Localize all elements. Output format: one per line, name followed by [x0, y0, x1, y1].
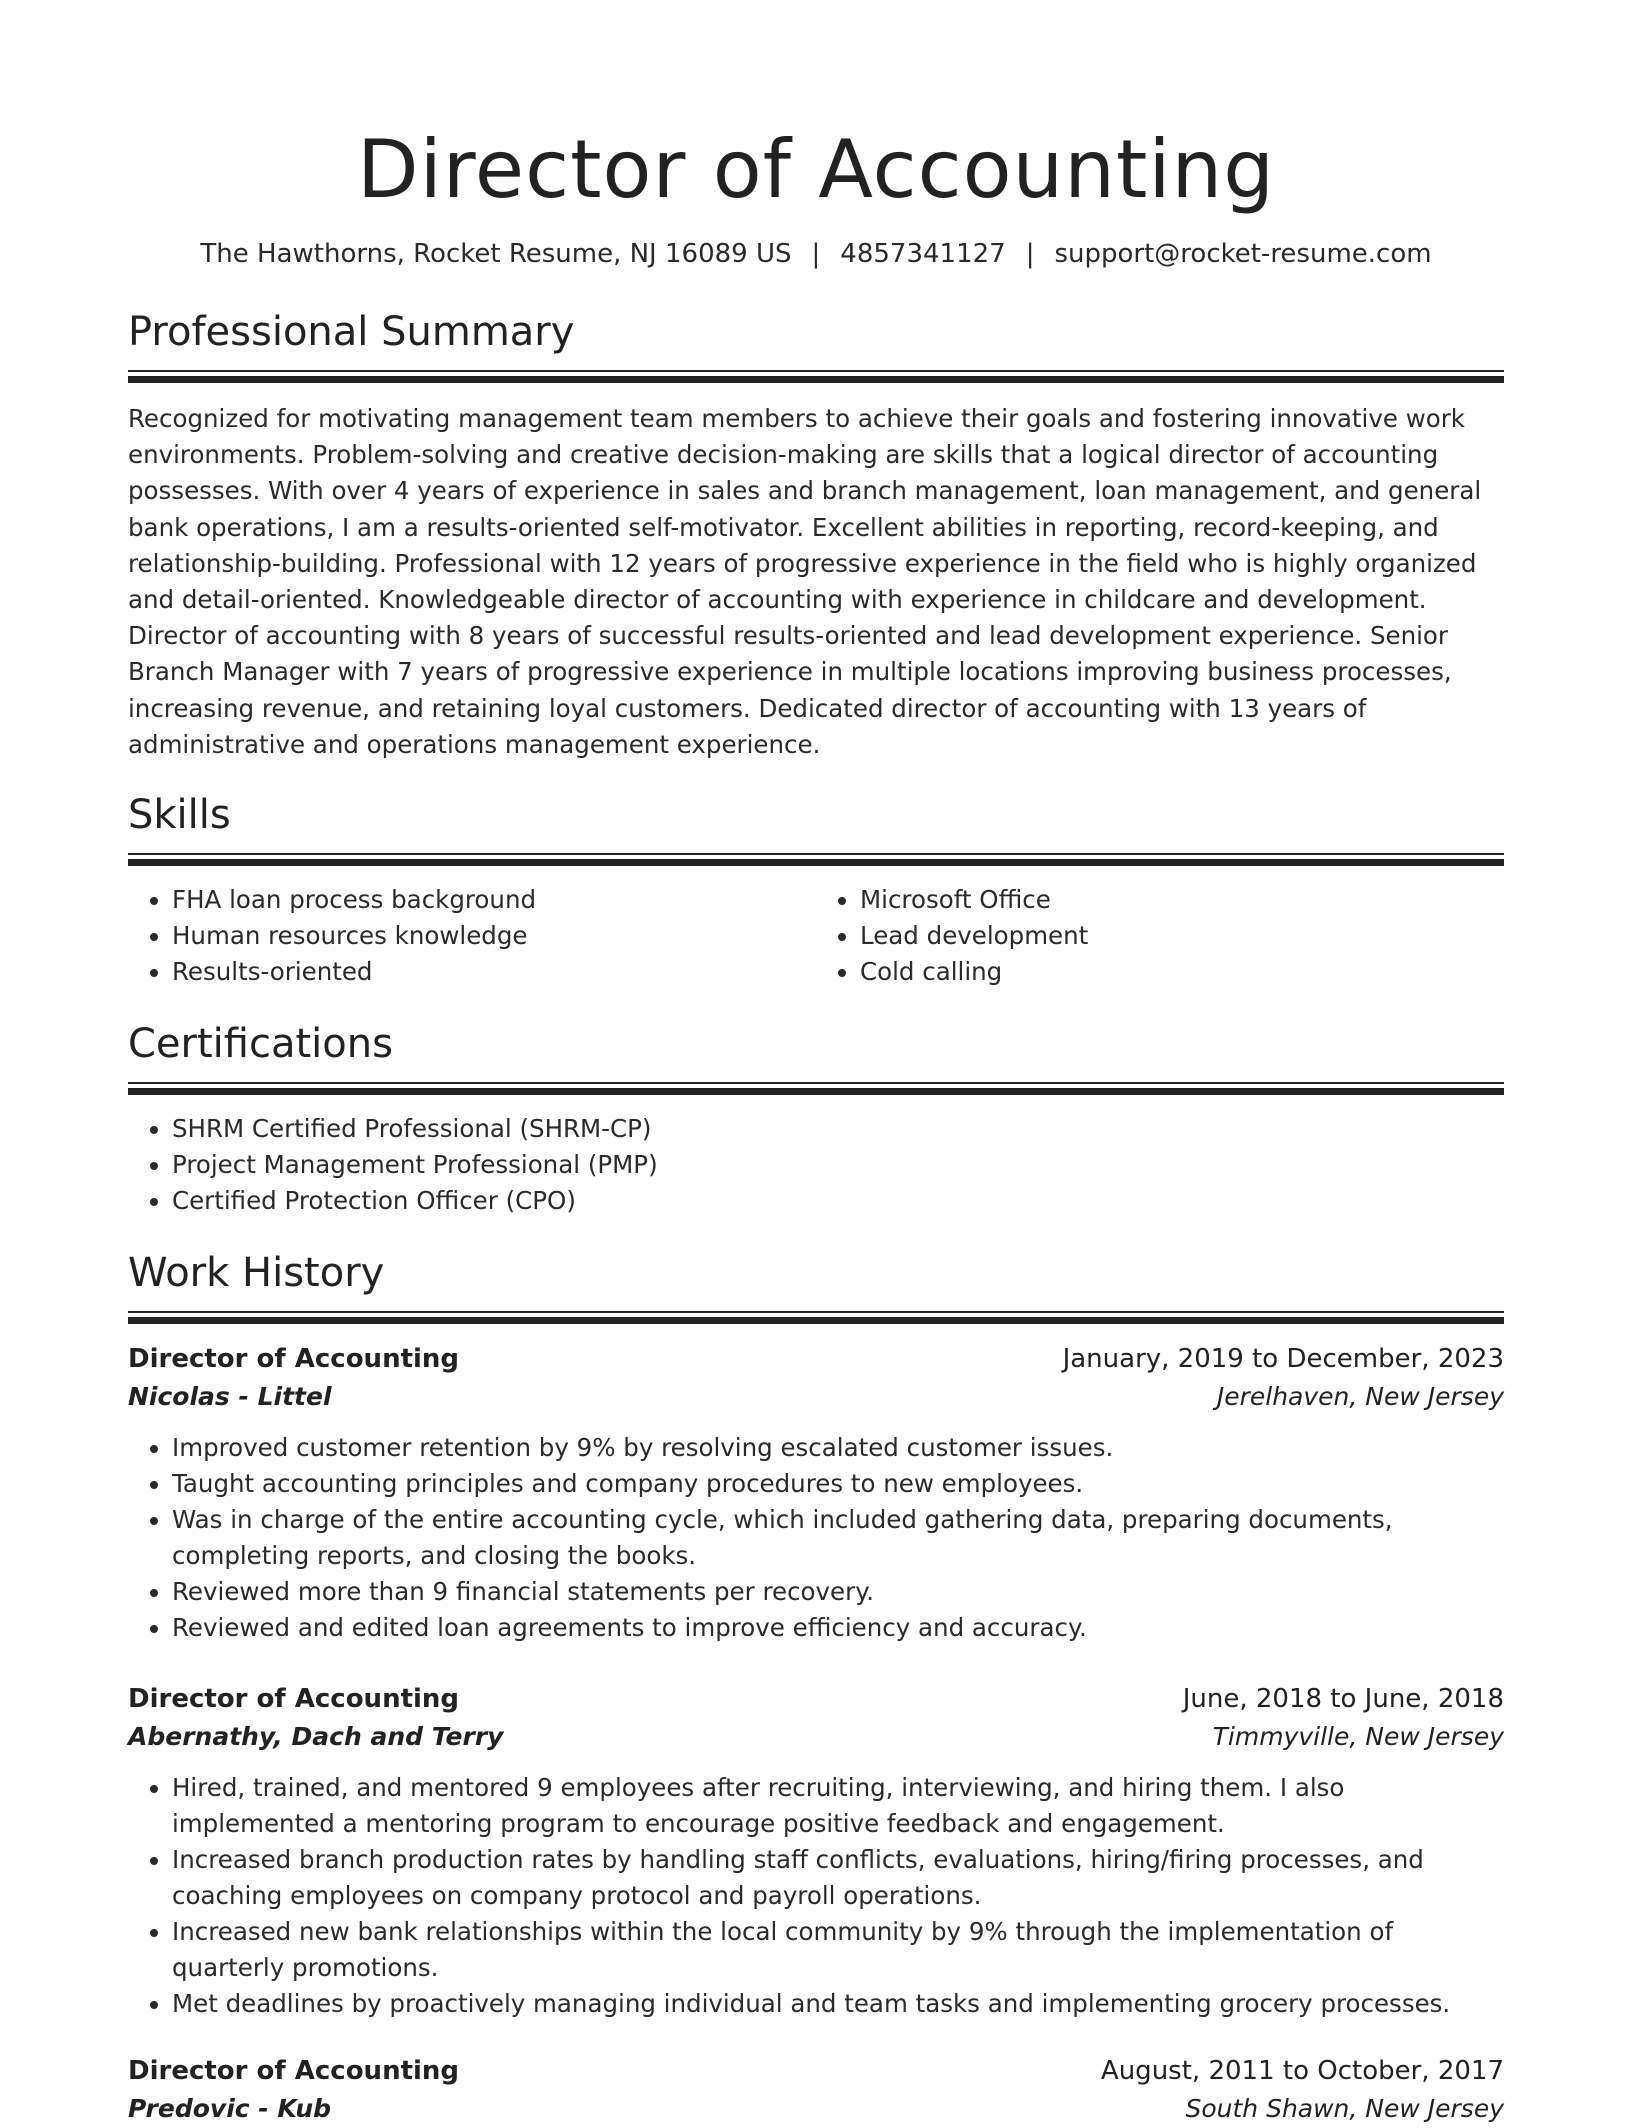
job-dates: January, 2019 to December, 2023 [1062, 1344, 1504, 1375]
job-subheader [128, 1718, 1504, 1756]
skill-item: • Lead development [860, 918, 1504, 954]
skill-item: • FHA loan process background [172, 882, 816, 918]
job-entry [128, 2052, 1504, 2128]
contact-address: The Hawthorns, Rocket Resume, NJ 16089 US [200, 239, 792, 269]
job-header [128, 1680, 1504, 1718]
certifications-list [128, 1111, 1504, 1219]
job-location: Timmyville, New Jersey [1212, 1722, 1504, 1752]
job-bullet: • Increased branch production rates by handling staff conflicts, evaluations, hiring/firing processes, and coaching employees on company protocol and payroll operations. [172, 1842, 1504, 1914]
job-bullets [128, 1770, 1504, 2022]
job-title: Director of Accounting [128, 2056, 460, 2087]
job-bullet: • Reviewed and edited loan agreements to improve efficiency and accuracy. [172, 1610, 1504, 1646]
job-bullet: • Was in charge of the entire accounting cycle, which included gathering data, preparing documents, completing reports, and closing the books. [172, 1502, 1504, 1574]
job-entry [128, 1340, 1504, 1646]
job-location: South Shawn, New Jersey [1185, 2094, 1504, 2124]
section-title-summary: Professional Summary [128, 309, 575, 355]
job-bullet: • Met deadlines by proactively managing individual and team tasks and implementing grocery processes. [172, 1986, 1504, 2022]
job-bullet: • Improved customer retention by 9% by resolving escalated customer issues. [172, 1430, 1504, 1466]
skills-grid [128, 882, 1504, 990]
job-subheader [128, 2090, 1504, 2128]
contact-separator: | [811, 239, 821, 269]
job-header [128, 1340, 1504, 1378]
skill-item: • Results-oriented [172, 954, 816, 990]
job-entry [128, 1680, 1504, 2022]
section-divider [128, 1311, 1504, 1324]
summary-text: Recognized for motivating management team members to achieve their goals and fostering innovative work environments. Problem-solving and creative decision-making are skills that a logical director of accounting possesses. With over 4 years of experience in sales and branch management, loan management, and general bank operations, I am a results-oriented self-motivator. Excellent abilities in reporting, record-keeping, and relationship-building. Professional with 12 years of progressive experience in the field who is highly organized and detail-oriented. Knowledgeable director of accounting with experience in childcare and development. Director of accounting with 8 years of successful results-oriented and lead development experience. Senior Branch Manager with 7 years of progressive experience in multiple locations improving business processes, increasing revenue, and retaining loyal customers. Dedicated director of accounting with 13 years of administrative and operations management experience. [128, 404, 1482, 759]
contact-email: support@rocket-resume.com [1054, 239, 1432, 269]
job-header [128, 2052, 1504, 2090]
job-bullet: • Hired, trained, and mentored 9 employees after recruiting, interviewing, and hiring them. I also implemented a mentoring program to encourage positive feedback and engagement. [172, 1770, 1504, 1842]
job-subheader [128, 1378, 1504, 1416]
resume-name: Director of Accounting [356, 123, 1276, 216]
job-bullet: • Taught accounting principles and company procedures to new employees. [172, 1466, 1504, 1502]
job-bullet: • Increased new bank relationships within the local community by 9% through the implementation of quarterly promotions. [172, 1914, 1504, 1986]
section-title-skills: Skills [128, 792, 231, 839]
section-divider [128, 853, 1504, 866]
skill-item: • Human resources knowledge [172, 918, 816, 954]
skill-item: • Cold calling [860, 954, 1504, 990]
job-bullet: • Reviewed more than 9 financial statements per recovery. [172, 1574, 1504, 1610]
section-title-certifications: Certifications [128, 1021, 393, 1068]
skill-item: • Microsoft Office [860, 882, 1504, 918]
work-history-section [128, 1247, 1504, 2128]
summary-section [128, 306, 1504, 763]
contact-phone: 4857341127 [840, 239, 1006, 269]
section-divider [128, 370, 1504, 383]
skills-list-left [128, 882, 816, 990]
job-company: Nicolas - Littel [128, 1382, 332, 1412]
contact-separator: | [1025, 239, 1035, 269]
certification-item: • SHRM Certified Professional (SHRM-CP) [172, 1111, 1504, 1147]
section-title-work-history: Work History [128, 1250, 385, 1297]
job-location: Jerelhaven, New Jersey [1216, 1382, 1504, 1412]
certifications-section [128, 1018, 1504, 1219]
skills-section [128, 789, 1504, 990]
certification-item: • Certified Protection Officer (CPO) [172, 1183, 1504, 1219]
job-dates: August, 2011 to October, 2017 [1100, 2056, 1504, 2087]
certification-item: • Project Management Professional (PMP) [172, 1147, 1504, 1183]
job-title: Director of Accounting [128, 1684, 460, 1715]
job-bullets [128, 1430, 1504, 1646]
section-divider [128, 1082, 1504, 1095]
job-dates: June, 2018 to June, 2018 [1182, 1684, 1504, 1715]
contact-line [128, 236, 1504, 272]
job-company: Abernathy, Dach and Terry [128, 1722, 504, 1752]
job-title: Director of Accounting [128, 1344, 460, 1375]
job-company: Predovic - Kub [128, 2094, 332, 2124]
skills-list-right [816, 882, 1504, 990]
